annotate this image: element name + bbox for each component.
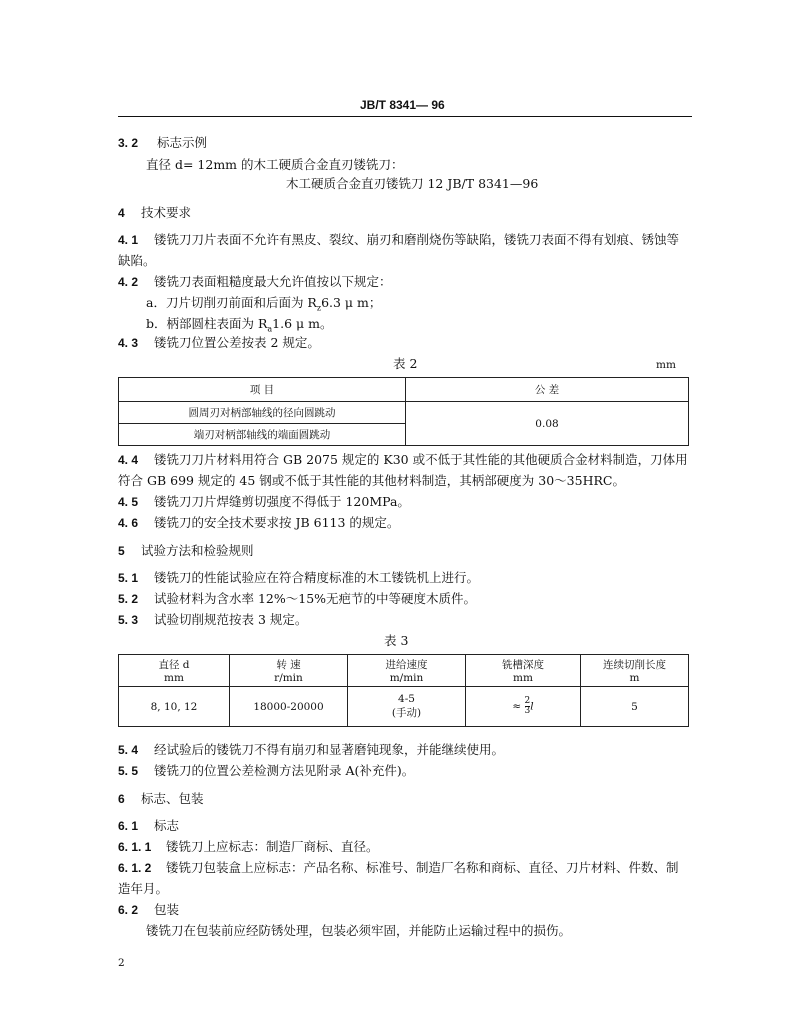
section-number: 4. 3 [118, 336, 139, 350]
section-number: 4 [118, 206, 125, 220]
section-title: 试验方法和检验规则 [141, 543, 254, 558]
header-unit: m/min [389, 672, 424, 684]
section-number: 5. 3 [118, 613, 139, 627]
header-unit: mm [513, 672, 533, 684]
paragraph-line: 造年月。 [118, 881, 169, 896]
section-number: 5 [118, 544, 125, 558]
table-header-cell [581, 655, 689, 687]
header-label: 连续切削长度 [603, 659, 666, 671]
table-header-cell: 公 差 [406, 378, 689, 402]
paragraph-line: 试验材料为含水率 12%～15%无疤节的中等硬度木质件。 [154, 591, 477, 606]
section-number: 4. 2 [118, 275, 139, 289]
section-number: 4. 6 [118, 516, 139, 530]
section-number: 6. 1 [118, 819, 139, 833]
table-caption: 表 2 [393, 356, 418, 371]
paragraph-line: 镂铣刀刀片表面不允许有黑皮、裂纹、崩刃和磨削烧伤等缺陷，镂铣刀表面不得有划痕、锈蚀等 [154, 232, 680, 247]
fraction-denominator: 3 [524, 706, 531, 716]
section-number: 6. 2 [118, 903, 139, 917]
header-label: 进给速度 [385, 659, 428, 671]
section-number: 5. 4 [118, 743, 139, 757]
header-unit: m [629, 672, 640, 684]
paragraph-line: 镂铣刀的安全技术要求按 JB 6113 的规定。 [154, 515, 400, 530]
paragraph-line: 缺陷。 [118, 253, 156, 268]
page-header-title: JB/T 8341— 96 [360, 98, 445, 112]
paragraph-line: 试验切削规范按表 3 规定。 [154, 612, 308, 627]
list-item-text: a．刀片切削刃前面和后面为 R [146, 295, 317, 310]
header-label: 转 速 [276, 659, 301, 671]
table-unit: mm [656, 359, 676, 371]
section-number: 3. 2 [118, 136, 139, 150]
paragraph-line: 镂铣刀上应标志：制造厂商标、直径。 [166, 839, 379, 854]
section-number: 5. 1 [118, 571, 139, 585]
tolerance-table [118, 377, 689, 446]
section-number: 5. 5 [118, 764, 139, 778]
section-number: 6. 1. 1 [118, 840, 152, 854]
paragraph-line: 符合 GB 699 规定的 45 钢或不低于其性能的其他材料制造，其柄部硬度为 30～35HRC。 [118, 473, 625, 488]
marking-example: 木工硬质合金直刃镂铣刀 12 JB/T 8341—96 [286, 176, 539, 191]
paragraph-line: 镂铣刀位置公差按表 2 规定。 [154, 335, 320, 350]
section-title: 包装 [154, 902, 180, 917]
table-cell: 0.08 [406, 402, 689, 446]
table-cell: 18000-20000 [230, 687, 348, 727]
cutting-spec-table [118, 654, 689, 727]
table-cell: 圆周刃对柄部轴线的径向圆跳动 [119, 402, 406, 424]
paragraph-line: 镂铣刀在包装前应经防锈处理，包装必须牢固，并能防止运输过程中的损伤。 [146, 923, 572, 938]
approx-sign: ≈ [512, 700, 522, 713]
table-header-cell [230, 655, 348, 687]
section-number: 4. 4 [118, 453, 139, 467]
header-unit: mm [164, 672, 184, 684]
table-header-cell [348, 655, 466, 687]
paragraph-line: 镂铣刀的位置公差检测方法见附录 A(补充件)。 [154, 763, 415, 778]
paragraph-line: 直径 d= 12mm 的木工硬质合金直刃镂铣刀： [146, 157, 404, 172]
section-number: 4. 5 [118, 495, 139, 509]
page-number: 2 [118, 957, 125, 969]
roughness-subscript: z [316, 303, 322, 313]
feed-speed-value: 4-5 [398, 693, 415, 705]
table-header-cell [119, 655, 230, 687]
feed-mode: (手动) [391, 707, 422, 719]
section-title: 标志 [154, 818, 180, 833]
section-title: 标志、包装 [141, 791, 204, 806]
header-label: 直径 d [158, 659, 190, 671]
header-rule [118, 116, 692, 117]
table-cell [466, 687, 581, 727]
table-cell: 8, 10, 12 [119, 687, 230, 727]
paragraph-line: 经试验后的镂铣刀不得有崩刃和显著磨钝现象，并能继续使用。 [154, 742, 505, 757]
paragraph-line: 镂铣刀刀片焊缝剪切强度不得低于 120MPa。 [154, 494, 410, 509]
section-title: 技术要求 [141, 205, 192, 220]
paragraph-line: 镂铣刀表面粗糙度最大允许值按以下规定： [154, 274, 392, 289]
paragraph-line: 镂铣刀的性能试验应在符合精度标准的木工镂铣机上进行。 [154, 570, 480, 585]
list-item-text: b．柄部圆柱表面为 R [146, 316, 268, 331]
table-cell: 端刃对柄部轴线的端面圆跳动 [119, 424, 406, 446]
table-header-cell: 项 目 [119, 378, 406, 402]
roughness-value: 6.3 μ m； [321, 295, 382, 310]
section-number: 5. 2 [118, 592, 139, 606]
paragraph-line: 镂铣刀刀片材料用符合 GB 2075 规定的 K30 或不低于其性能的其他硬质合金材料制造，刀体用 [154, 452, 688, 467]
table-header-cell [466, 655, 581, 687]
paragraph-line: 镂铣刀包装盒上应标志：产品名称、标准号、制造厂名称和商标、直径、刀片材料、件数、制 [166, 860, 679, 875]
fraction-numerator: 2 [524, 696, 531, 706]
table-cell [348, 687, 466, 727]
section-number: 4. 1 [118, 233, 139, 247]
header-label: 铣槽深度 [502, 659, 544, 671]
header-unit: r/min [274, 672, 303, 684]
length-symbol: l [530, 700, 534, 713]
section-title: 标志示例 [157, 135, 208, 150]
table-cell: 5 [581, 687, 689, 727]
roughness-subscript: a [267, 324, 273, 334]
section-number: 6. 1. 2 [118, 861, 152, 875]
section-number: 6 [118, 792, 125, 806]
list-item [146, 295, 381, 317]
roughness-value: 1.6 μ m。 [272, 316, 333, 331]
table-caption: 表 3 [384, 633, 409, 648]
